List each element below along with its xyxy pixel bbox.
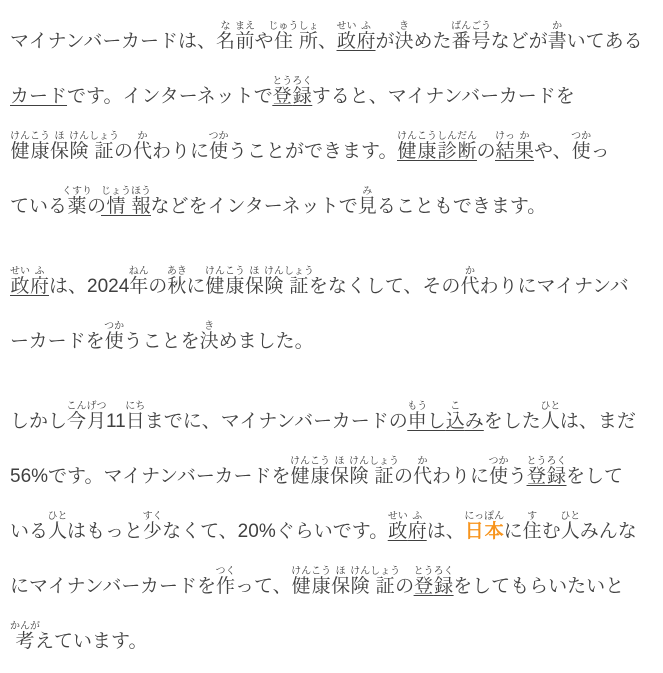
- ruby-annotated-char: 年ねん: [128, 266, 149, 297]
- dictionary-term-link[interactable]: [10, 266, 49, 297]
- ruby-annotated-char: 登とう: [272, 76, 293, 107]
- furigana: ふ: [407, 511, 427, 522]
- text-run: [268, 21, 319, 52]
- text-run: [571, 131, 592, 162]
- furigana: ろく: [433, 566, 454, 577]
- dictionary-term-link[interactable]: カード: [10, 86, 68, 107]
- text-run: [215, 566, 236, 597]
- text-run: の: [87, 196, 107, 217]
- furigana: しょう: [368, 456, 399, 467]
- text-run: しかし: [10, 411, 68, 432]
- ruby-annotated-char: 番ばん: [451, 21, 472, 52]
- text-run: の: [393, 466, 413, 487]
- text-run: です。インターネットで: [67, 86, 273, 107]
- text-run: [128, 266, 149, 297]
- text-run: めました。: [218, 331, 314, 352]
- furigana: ふ: [29, 266, 49, 277]
- furigana: つか: [208, 131, 229, 142]
- dictionary-term-link[interactable]: [272, 76, 313, 107]
- ruby-annotated-char: 政せい: [387, 511, 408, 542]
- text-run: [10, 621, 40, 652]
- furigana: ねん: [128, 266, 149, 277]
- text-run: [47, 511, 68, 542]
- furigana: けっ: [495, 131, 515, 142]
- text-run: や、: [534, 141, 572, 162]
- text-run: に: [503, 521, 523, 542]
- text-run: などをインターネットで: [150, 196, 358, 217]
- ruby-annotated-char: 報ほう: [131, 186, 151, 217]
- furigana: まえ: [234, 21, 255, 32]
- furigana: けん: [263, 266, 284, 277]
- text-run: ている: [10, 196, 68, 217]
- furigana: こう: [309, 456, 330, 467]
- furigana: ほ: [329, 456, 349, 467]
- text-run: [460, 266, 480, 297]
- ruby-annotated-char: 月げつ: [86, 401, 107, 432]
- furigana: ほ: [49, 131, 69, 142]
- text-run: が: [375, 31, 395, 52]
- ruby-annotated-char: 康こう: [311, 566, 332, 597]
- ruby-annotated-char: 所しょ: [298, 21, 319, 52]
- text-line: [10, 504, 655, 559]
- text-run: [104, 321, 125, 352]
- furigana: ぽん: [484, 511, 505, 522]
- ruby-annotated-char: 日にっ: [464, 511, 485, 542]
- furigana: こう: [311, 566, 332, 577]
- furigana: とう: [526, 456, 547, 467]
- furigana: にっ: [464, 511, 485, 522]
- text-run: [66, 401, 107, 432]
- furigana: しん: [436, 131, 457, 142]
- furigana: ろく: [546, 456, 567, 467]
- furigana: かんが: [10, 621, 40, 632]
- furigana: あき: [166, 266, 187, 277]
- text-run: [291, 566, 401, 597]
- furigana: ほう: [131, 186, 151, 197]
- text-run: をしてもらいたいと: [453, 576, 625, 597]
- furigana: せい: [336, 21, 357, 32]
- text-run: マイナンバーカードは、: [10, 31, 216, 52]
- text-run: いる: [10, 521, 49, 542]
- ruby-annotated-char: 前まえ: [234, 21, 255, 52]
- text-run: [451, 21, 492, 52]
- text-run: わりにマイナンバ: [479, 276, 629, 297]
- furigana: にち: [125, 401, 146, 412]
- ruby-annotated-char: 登とう: [413, 566, 434, 597]
- text-run: [62, 186, 93, 217]
- text-run: わりに: [151, 141, 209, 162]
- furigana: か: [547, 21, 567, 32]
- ruby-annotated-char: 作つく: [215, 566, 236, 597]
- text-run: [132, 131, 152, 162]
- furigana: み: [357, 186, 377, 197]
- furigana: けん: [348, 456, 369, 467]
- text-run: 56%です。マイナンバーカードを: [10, 466, 291, 487]
- furigana: き: [394, 21, 414, 32]
- text-run: [208, 131, 229, 162]
- furigana: か: [412, 456, 432, 467]
- furigana: しょう: [88, 131, 119, 142]
- text-line: [10, 179, 655, 234]
- ruby-annotated-char: 府ふ: [407, 511, 427, 542]
- furigana: つか: [104, 321, 125, 332]
- ruby-annotated-char: 代か: [412, 456, 432, 487]
- ruby-annotated-char: 健けん: [204, 266, 225, 297]
- ruby-annotated-char: 険けん: [68, 131, 89, 162]
- furigana: じょう: [101, 186, 132, 197]
- ruby-annotated-char: 結けっ: [495, 131, 515, 162]
- text-run: などが: [490, 31, 548, 52]
- text-run: [10, 131, 119, 162]
- text-run: [142, 511, 163, 542]
- text-run: む: [541, 521, 561, 542]
- text-run: [125, 401, 146, 432]
- text-run: [394, 21, 414, 52]
- text-run: [357, 186, 377, 217]
- paragraph: [10, 14, 655, 234]
- text-run: ることもできます。: [376, 196, 547, 217]
- ruby-annotated-char: 住じゅう: [268, 21, 299, 52]
- text-run: は、2024: [49, 276, 130, 297]
- ruby-annotated-char: 健けん: [10, 131, 30, 162]
- ruby-annotated-char: 少すく: [142, 511, 163, 542]
- ruby-annotated-char: 診しん: [436, 131, 457, 162]
- furigana: けん: [350, 566, 371, 577]
- text-run: っ: [590, 141, 610, 162]
- text-line: [10, 559, 655, 614]
- text-run: は、まだ: [559, 411, 636, 432]
- ruby-annotated-char: 録ろく: [292, 76, 313, 107]
- text-run: はもっと: [67, 521, 144, 542]
- text-run: って、: [234, 576, 292, 597]
- text-run: いてある: [566, 31, 643, 52]
- furigana: けん: [291, 566, 312, 577]
- furigana: つか: [571, 131, 592, 142]
- ruby-annotated-char: 証しょう: [370, 566, 401, 597]
- furigana: こう: [224, 266, 245, 277]
- text-run: や: [254, 31, 274, 52]
- text-run: に: [186, 276, 206, 297]
- ruby-annotated-char: 証しょう: [368, 456, 399, 487]
- dictionary-term-link[interactable]: [101, 186, 151, 217]
- furigana: こう: [417, 131, 437, 142]
- ruby-annotated-char: 険けん: [348, 456, 369, 487]
- ruby-annotated-char: 断だん: [456, 131, 477, 162]
- text-run: みんな: [579, 521, 637, 542]
- text-run: わりに: [431, 466, 489, 487]
- furigana: しょ: [298, 21, 319, 32]
- ruby-annotated-char: 使つか: [488, 456, 509, 487]
- ruby-annotated-char: 保ほ: [329, 456, 349, 487]
- ruby-annotated-char: 登とう: [526, 456, 547, 487]
- ruby-annotated-char: 人ひと: [540, 401, 561, 432]
- ruby-annotated-char: 使つか: [104, 321, 125, 352]
- furigana: か: [514, 131, 534, 142]
- ruby-annotated-char: 名な: [215, 21, 235, 52]
- furigana: ひと: [47, 511, 68, 522]
- paragraph: [10, 259, 655, 369]
- ruby-annotated-char: 保ほ: [244, 266, 264, 297]
- text-run: [488, 456, 509, 487]
- text-run: 11: [106, 411, 126, 432]
- text-run: [522, 511, 542, 542]
- ruby-annotated-char: 健けん: [289, 456, 310, 487]
- ruby-annotated-char: 府ふ: [29, 266, 49, 297]
- furigana: ふ: [356, 21, 376, 32]
- furigana: けん: [289, 456, 310, 467]
- text-run: の: [395, 576, 415, 597]
- ruby-annotated-char: 録ろく: [433, 566, 454, 597]
- ruby-annotated-char: 果か: [514, 131, 534, 162]
- ruby-annotated-char: 決き: [199, 321, 219, 352]
- furigana: けん: [10, 131, 30, 142]
- text-run: ーカードを: [10, 331, 105, 352]
- dictionary-term-link[interactable]: [526, 456, 567, 487]
- furigana: ひと: [540, 401, 561, 412]
- furigana: けん: [204, 266, 225, 277]
- text-run: の: [113, 141, 133, 162]
- furigana: じゅう: [268, 21, 299, 32]
- text-run: の: [148, 276, 168, 297]
- text-run: [412, 456, 432, 487]
- text-line: [10, 124, 655, 179]
- text-line: [10, 449, 655, 504]
- furigana: すく: [142, 511, 163, 522]
- ruby-annotated-char: 健けん: [397, 131, 418, 162]
- ruby-annotated-char: 康こう: [417, 131, 437, 162]
- text-run: の: [476, 141, 496, 162]
- furigana: か: [460, 266, 480, 277]
- dictionary-term-link[interactable]: [495, 131, 534, 162]
- dictionary-term-link[interactable]: [413, 566, 454, 597]
- dictionary-term-link[interactable]: [397, 131, 477, 162]
- ruby-annotated-char: 康こう: [224, 266, 245, 297]
- ruby-annotated-char: 号ごう: [471, 21, 492, 52]
- ruby-annotated-char: 薬くすり: [62, 186, 93, 217]
- ruby-annotated-char: 秋あき: [166, 266, 187, 297]
- furigana: ごう: [471, 21, 492, 32]
- text-run: [199, 321, 219, 352]
- furigana: しょう: [283, 266, 314, 277]
- text-run: めた: [413, 31, 452, 52]
- furigana: な: [215, 21, 235, 32]
- text-run: すると、マイナンバーカードを: [311, 86, 575, 107]
- furigana: しょう: [370, 566, 401, 577]
- ruby-annotated-char: 本ぽん: [484, 511, 505, 542]
- ruby-annotated-char: 使つか: [208, 131, 229, 162]
- text-run: う: [508, 466, 528, 487]
- ruby-annotated-char: 健けん: [291, 566, 312, 597]
- ruby-annotated-char: 込こ: [445, 401, 465, 432]
- furigana: とう: [413, 566, 434, 577]
- furigana: けん: [397, 131, 418, 142]
- ruby-annotated-char: 康こう: [29, 131, 50, 162]
- text-run: [560, 511, 581, 542]
- furigana: とう: [272, 76, 293, 87]
- ruby-annotated-char: 険けん: [263, 266, 284, 297]
- furigana: ほ: [331, 566, 351, 577]
- dictionary-term-link[interactable]: [387, 511, 427, 542]
- ruby-annotated-char: 康こう: [309, 456, 330, 487]
- ruby-annotated-char: 険けん: [350, 566, 371, 597]
- furigana: くすり: [62, 186, 93, 197]
- text-run: [204, 266, 314, 297]
- ruby-annotated-char: 見み: [357, 186, 377, 217]
- text-line: [10, 14, 655, 69]
- text-run: をして: [566, 466, 624, 487]
- text-line: [10, 314, 655, 369]
- furigana: けん: [68, 131, 89, 142]
- furigana: ろく: [292, 76, 313, 87]
- text-run: は、: [426, 521, 465, 542]
- furigana: つく: [215, 566, 236, 577]
- ruby-annotated-char: 保ほ: [49, 131, 69, 162]
- highlighted-term: [464, 511, 505, 542]
- text-run: までに、マイナンバーカードの: [144, 411, 408, 432]
- text-run: えています。: [34, 631, 148, 652]
- text-run: [547, 21, 567, 52]
- furigana: ひと: [560, 511, 581, 522]
- ruby-annotated-char: 録ろく: [546, 456, 567, 487]
- ruby-annotated-char: 代か: [460, 266, 480, 297]
- ruby-annotated-char: 人ひと: [560, 511, 581, 542]
- text-run: にマイナンバーカードを: [10, 576, 216, 597]
- furigana: ばん: [451, 21, 472, 32]
- furigana: げつ: [86, 401, 107, 412]
- furigana: こう: [29, 131, 50, 142]
- ruby-annotated-char: 使つか: [571, 131, 592, 162]
- text-line: [10, 614, 655, 669]
- furigana: だん: [456, 131, 477, 142]
- furigana: す: [522, 511, 542, 522]
- dictionary-term-link[interactable]: 申もうし込こみ: [407, 401, 484, 432]
- text-run: [289, 456, 399, 487]
- text-run: なくて、20%ぐらいです。: [162, 521, 389, 542]
- ruby-annotated-char: 考かんが: [10, 621, 40, 652]
- ruby-annotated-char: 決き: [394, 21, 414, 52]
- text-run: うことを: [123, 331, 200, 352]
- furigana: もう: [407, 401, 428, 412]
- ruby-annotated-char: 代か: [132, 131, 152, 162]
- paragraph: [10, 394, 655, 669]
- ruby-annotated-char: 情じょう: [101, 186, 132, 217]
- ruby-annotated-char: 府ふ: [356, 21, 376, 52]
- text-run: [215, 21, 255, 52]
- ruby-annotated-char: 人ひと: [47, 511, 68, 542]
- ruby-annotated-char: 日にち: [125, 401, 146, 432]
- furigana: せい: [387, 511, 408, 522]
- text-run: [166, 266, 187, 297]
- furigana: か: [132, 131, 152, 142]
- ruby-annotated-char: 保ほ: [331, 566, 351, 597]
- text-run: 、: [317, 31, 337, 52]
- furigana: こ: [445, 401, 465, 412]
- ruby-annotated-char: 政せい: [10, 266, 30, 297]
- furigana: ほ: [244, 266, 264, 277]
- text-line: [10, 259, 655, 314]
- ruby-annotated-char: 申もう: [407, 401, 428, 432]
- text-line: [10, 69, 655, 124]
- furigana: つか: [488, 456, 509, 467]
- text-run: [540, 401, 561, 432]
- text-run: をなくして、その: [308, 276, 461, 297]
- ruby-annotated-char: 今こん: [66, 401, 87, 432]
- text-line: [10, 394, 655, 449]
- dictionary-term-link[interactable]: [336, 21, 376, 52]
- ruby-annotated-char: 証しょう: [88, 131, 119, 162]
- ruby-annotated-char: 証しょう: [283, 266, 314, 297]
- ruby-annotated-char: 住す: [522, 511, 542, 542]
- ruby-annotated-char: 書か: [547, 21, 567, 52]
- text-run: をした: [483, 411, 541, 432]
- furigana: せい: [10, 266, 30, 277]
- text-run: うことができます。: [228, 141, 398, 162]
- ruby-annotated-char: 政せい: [336, 21, 357, 52]
- furigana: こん: [66, 401, 87, 412]
- furigana: き: [199, 321, 219, 332]
